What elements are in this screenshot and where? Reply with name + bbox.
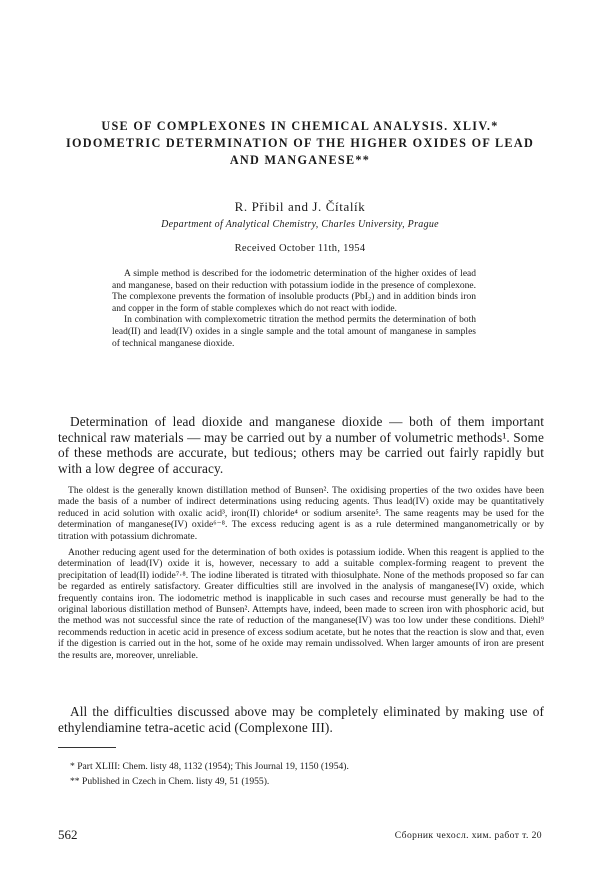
page-number: 562	[58, 827, 78, 842]
abstract-paragraph: A simple method is described for the iodometric determination of the higher oxides of lead and manganese, based on their reduction with potassium iodide in the presence of complexone. The complexone prevents the formation of insoluble products (PbI₂) and in addition binds iron and copper in the form of stable complexes which do not react with iodide.	[112, 269, 476, 314]
body-paragraph: The oldest is the generally known distillation method of Bunsen². The oxidising properties of the two oxides have been made the basis of a number of indirect determinations using reducing agents. Thus lead(IV) oxide may be quantitatively reduced in acid solution with oxalic acid³, iron(II) chloride⁴ or sodium arsenite⁵. The same reagents may be used for the determination of manganese(IV) oxide⁶⁻⁸. The excess reducing agent is as a rule determined manganometrically or by titration with potassium dichromate.	[58, 485, 544, 542]
journal-footer: Сборник чехосл. хим. работ т. 20	[394, 830, 542, 841]
footnote: * Part XLIII: Chem. listy 48, 1132 (1954); This Journal 19, 1150 (1954).	[70, 761, 349, 772]
footnote: ** Published in Czech in Chem. listy 49, 51 (1955).	[70, 776, 270, 787]
article-title: USE OF COMPLEXONES IN CHEMICAL ANALYSIS. XLIV.* IODOMETRIC DETERMINATION OF THE HIGHER OXIDES OF LEAD AND MANGANESE**	[65, 119, 535, 167]
lead-paragraph: Determination of lead dioxide and manganese dioxide — both of them important technical raw materials — may be carried out by a number of volumetric methods¹. Some of these methods are accurate, but tedious; others may be carried out fairly rapidly but with a low degree of accuracy.	[58, 414, 544, 476]
abstract	[112, 269, 476, 350]
received-date: Received October 11th, 1954	[234, 243, 366, 254]
closing-paragraph-block	[58, 704, 544, 735]
footnotes	[70, 759, 540, 789]
abstract-paragraph: In combination with complexometric titration the method permits the determination of both lead(II) and lead(IV) oxides in a single sample and the total amount of manganese in samples of technical manganese dioxide.	[112, 315, 476, 349]
article-authors: R. Přibil and J. Čítalík	[234, 199, 366, 214]
footnote-divider	[58, 747, 116, 748]
body-text	[58, 485, 544, 666]
closing-paragraph: All the difficulties discussed above may be completely eliminated by making use of ethylendiamine tetra-acetic acid (Complexone III).	[58, 704, 544, 735]
author-affiliation: Department of Analytical Chemistry, Charles University, Prague	[161, 219, 439, 230]
body-paragraph: Another reducing agent used for the determination of both oxides is potassium iodide. When this reagent is applied to the determination of lead(IV) oxide it is, however, necessary to add a suitable complex-forming reagent to prevent the precipitation of lead(II) iodide⁷·⁸. The iodine liberated is titrated with thiosulphate. None of the methods proposed so far can be regarded as entirely satisfactory. Greater difficulties still are involved in the analysis of manganese(IV) oxide, which frequently contains iron. The iodometric method is inapplicable in such cases and recourse must generally be had to the original laborious distillation method of Bunsen². Attempts have, indeed, been made to screen iron with phosphoric acid, but the method was not successful since the rate of reduction of the manganese(IV) was too low under these conditions. Diehl⁹ recommends reduction in acetic acid in presence of excess sodium acetate, but he notes that the reaction is slow and that, even if the digestion is carried out in the hot, some of he oxide may remain undissolved. When larger amounts of iron are present the results are, moreover, unreliable.	[58, 547, 544, 661]
lead-paragraph-block	[58, 414, 544, 476]
